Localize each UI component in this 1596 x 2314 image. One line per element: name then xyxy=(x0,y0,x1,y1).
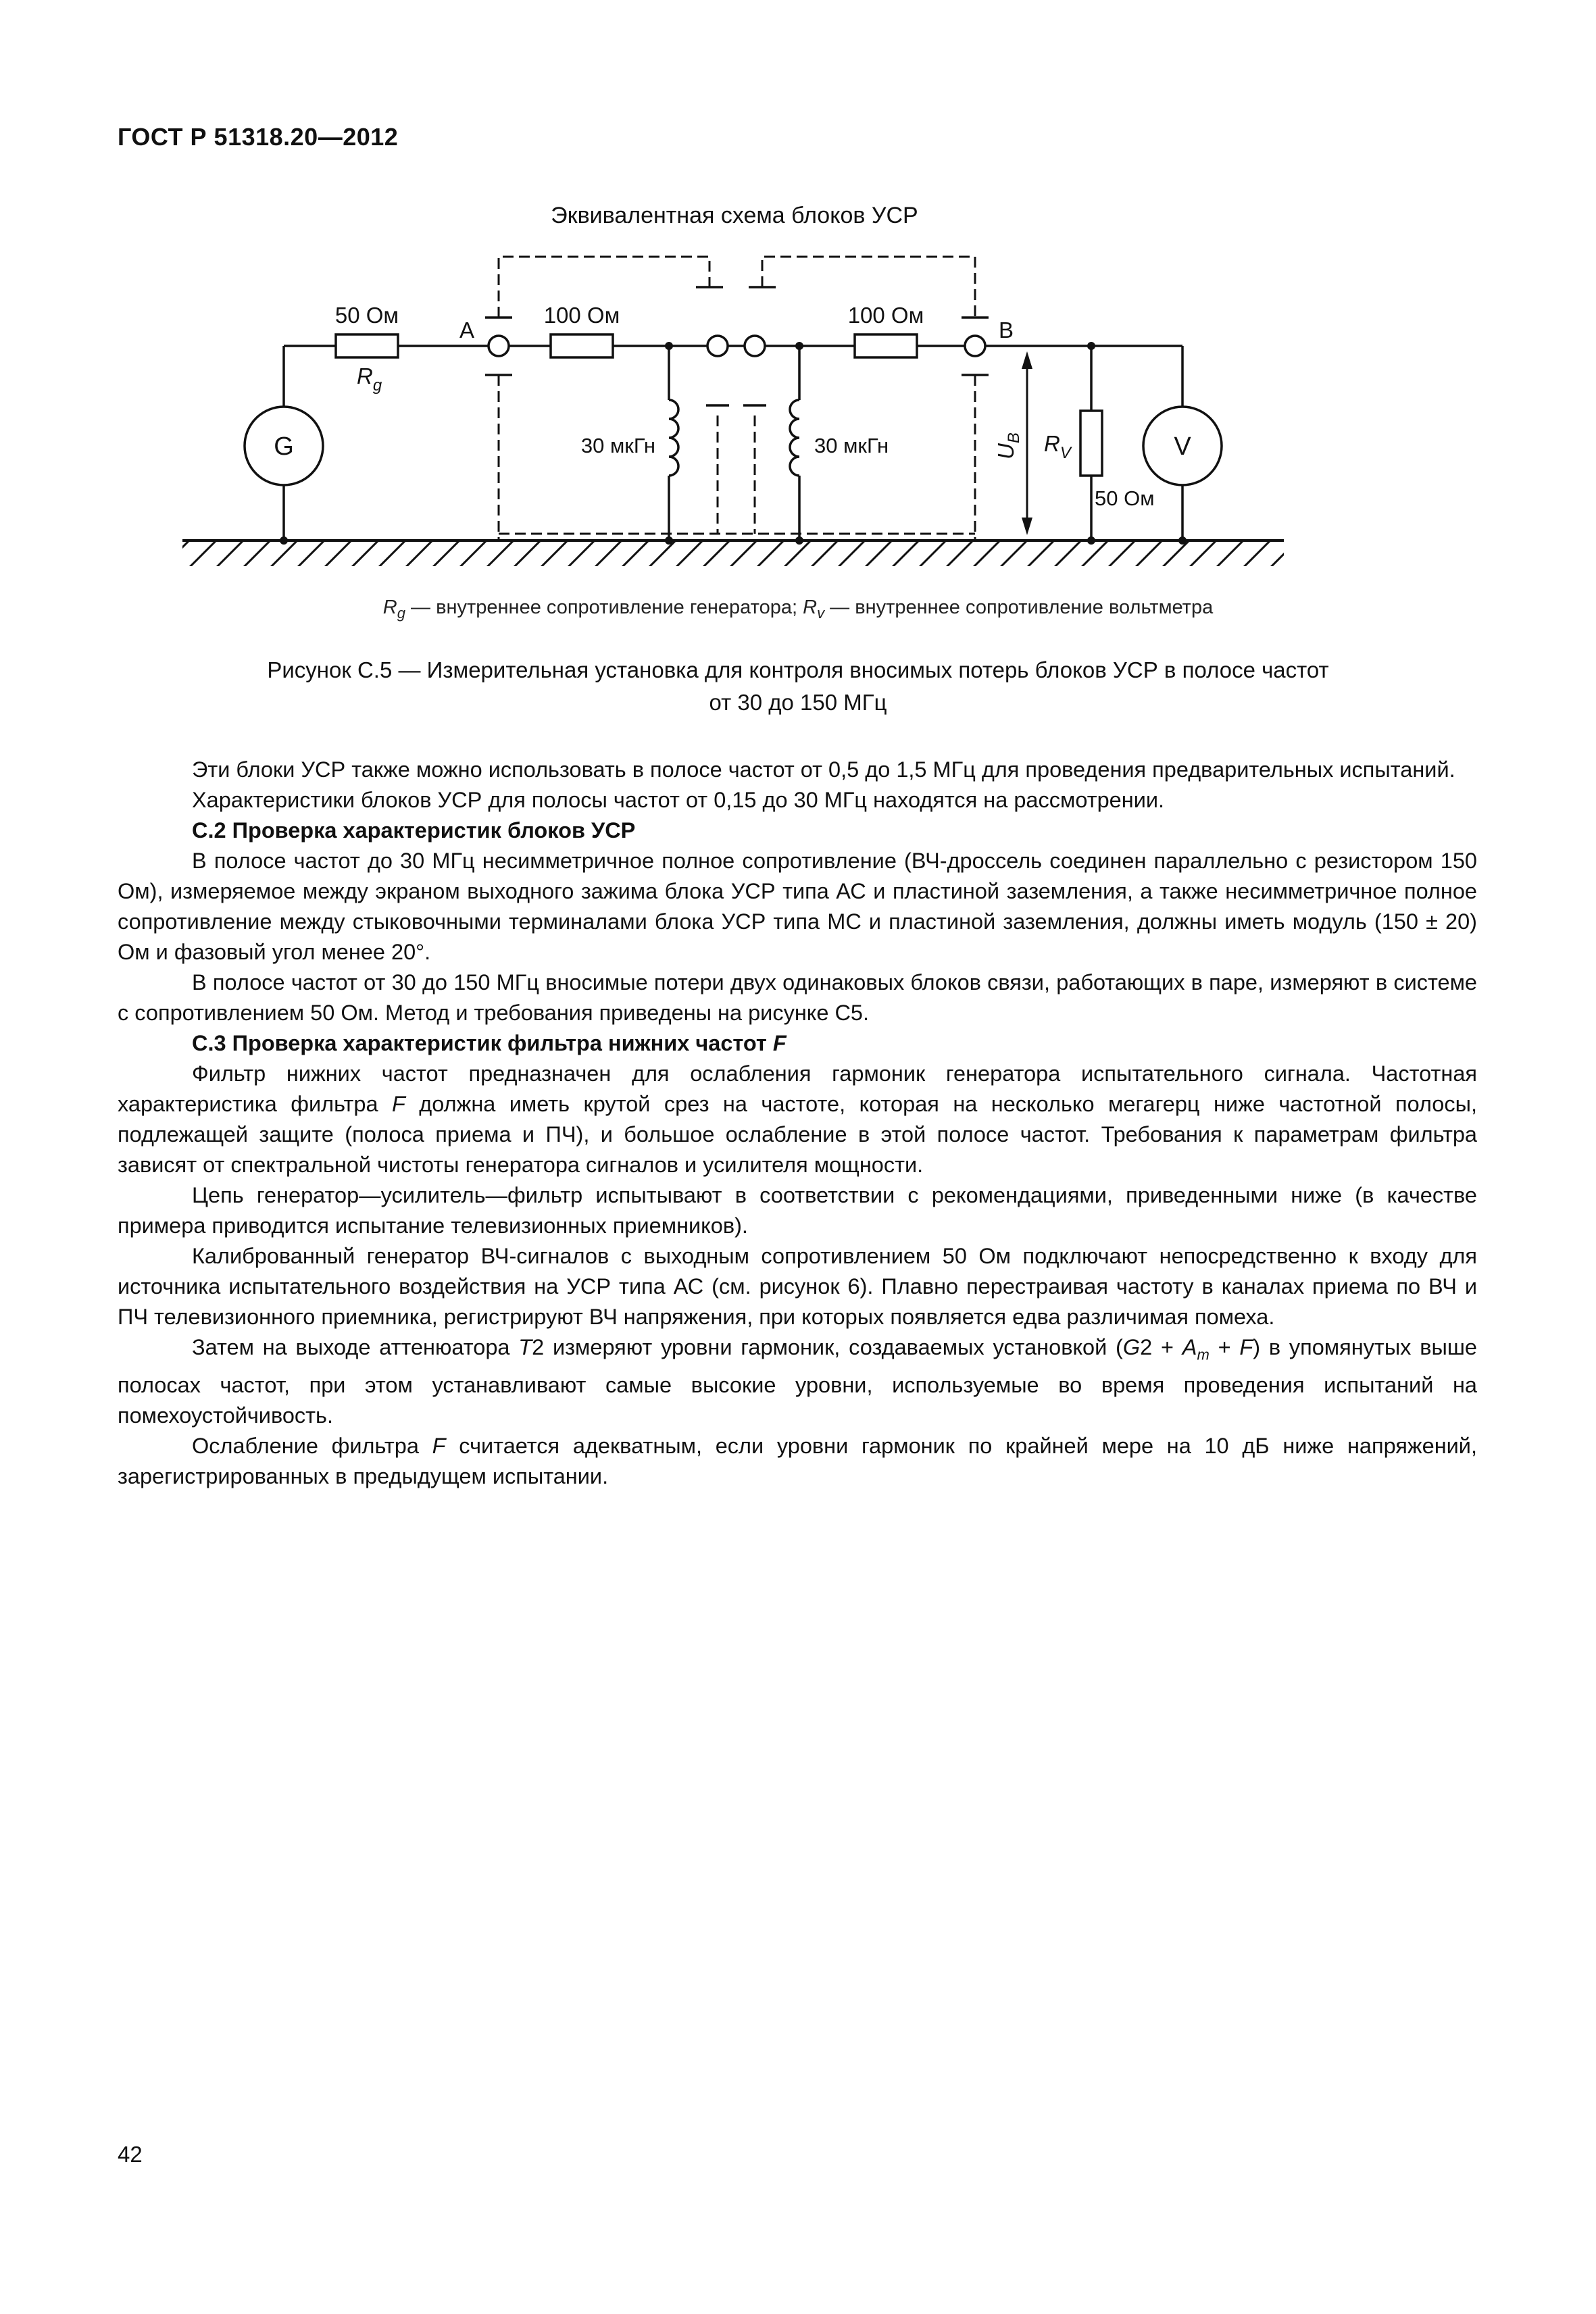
paragraph: В полосе частот до 30 МГц несимметричное полное сопротивление (ВЧ-дроссель соединен параллельно с резистором 150 Ом), измеряемое между экраном выходного зажима блока УСР типа АС и пластиной заземления, а также несимметричное полное сопротивление между стыковочными терминалами блока УСР типа МС и пластиной заземления, должны иметь модуль (150 ± 20) Ом и фазовый угол менее 20°. xyxy=(118,849,1477,964)
figure-legend: $R_g$ — внутреннее сопротивление генератора; $R_v$ — внутреннее сопротивление вольтметра xyxy=(382,597,1214,622)
r1-value-label: 100 Ом xyxy=(543,303,620,328)
paragraph: Эти блоки УСР также можно использовать в полосе частот от 0,5 до 1,5 МГц для проведения предварительных испытаний. xyxy=(192,757,1455,782)
connector-left xyxy=(707,336,728,356)
circuit-diagram xyxy=(0,0,1596,595)
paragraph: Цепь генератор—усилитель—фильтр испытывают в соответствии с рекомендациями, приведенными ниже (в качестве примера приводится испытание телевизионных приемников). xyxy=(118,1183,1477,1238)
l2-value-label: 30 мкГн xyxy=(814,434,889,457)
rg-resistor xyxy=(336,334,398,357)
node-b-label: B xyxy=(999,318,1014,343)
caption-line-2: от 30 до 150 МГц xyxy=(709,690,887,715)
node-a-label: A xyxy=(459,318,475,343)
r2-value-label: 100 Ом xyxy=(847,303,924,328)
ucp-equivalent-outline xyxy=(499,257,975,540)
rv-resistor xyxy=(1080,411,1102,476)
connector-right xyxy=(745,336,765,356)
paragraph: Калиброванный генератор ВЧ-сигналов с выходным сопротивлением 50 Ом подключают непосредственно к входу для источника испытательного воздействия на УСР типа АС (см. рисунок 6). Плавно перестраивая частоту в каналах приема по ВЧ и ПЧ телевизионного приемника, регистрируют ВЧ напряжения, при которых появляется едва различимая помеха. xyxy=(118,1244,1477,1329)
terminal-a xyxy=(489,336,509,356)
terminal-b xyxy=(965,336,985,356)
section-heading-c2: С.2 Проверка характеристик блоков УСР xyxy=(192,818,636,842)
rg-name-label: $R_g$ xyxy=(357,363,382,395)
circuit-figure xyxy=(0,0,1596,676)
figure-title: Эквивалентная схема блоков УСР xyxy=(551,203,918,228)
l2-inductor xyxy=(790,400,799,476)
rg-value-label: 50 Ом xyxy=(334,303,399,328)
document-header: ГОСТ Р 51318.20—2012 xyxy=(118,123,399,151)
voltmeter-label: V xyxy=(1174,432,1191,461)
ub-label: $U_B$ xyxy=(993,432,1023,459)
l1-inductor xyxy=(669,400,678,476)
page-number: 42 xyxy=(118,2142,143,2167)
rv-name-label: $R_V$ xyxy=(1044,431,1071,462)
l1-value-label: 30 мкГн xyxy=(580,434,655,457)
paragraph: В полосе частот от 30 до 150 МГц вносимые потери двух одинаковых блоков связи, работающих в паре, измеряют в системе с сопротивлением 50 Ом. Метод и требования приведены на рисунке С5. xyxy=(118,970,1477,1025)
paragraph: Характеристики блоков УСР для полосы частот от 0,15 до 30 МГц находятся на рассмотрении. xyxy=(192,788,1165,812)
rv-value-label: 50 Ом xyxy=(1095,486,1155,510)
caption-line-1: Рисунок С.5 — Измерительная установка для контроля вносимых потерь блоков УСР в полосе частот xyxy=(267,657,1329,682)
r1-resistor xyxy=(551,334,613,357)
ground-hatching xyxy=(182,542,1284,566)
body-text xyxy=(118,755,1477,1492)
paragraph: Затем на выходе аттенюатора T2 измеряют уровни гармоник, создаваемых установкой $(G2 + A_m + F)$ в упомянутых выше полосах частот, при этом устанавливают самые высокие уровни, используемые во время проведения испытаний на помехоустойчивость. xyxy=(118,1335,1477,1428)
section-heading-c3: С.3 Проверка характеристик фильтра нижних частот F xyxy=(192,1031,787,1055)
paragraph: Ослабление фильтра F считается адекватным, если уровни гармоник по крайней мере на 10 дБ ниже напряжений, зарегистрированных в предыдущем испытании. xyxy=(118,1433,1477,1488)
paragraph: Фильтр нижних частот предназначен для ослабления гармоник генератора испытательного сигнала. Частотная характеристика фильтра F должна иметь крутой срез на частоте, которая на несколько мегагерц ниже частотной полосы, подлежащей защите (полоса приема и ПЧ), и большое ослабление в этой полосе частот. Требования к параметрам фильтра зависят от спектральной чистоты генератора сигналов и усилителя мощности. xyxy=(118,1061,1477,1177)
r2-resistor xyxy=(855,334,917,357)
figure-caption xyxy=(162,654,1434,719)
generator-label: G xyxy=(274,432,294,461)
